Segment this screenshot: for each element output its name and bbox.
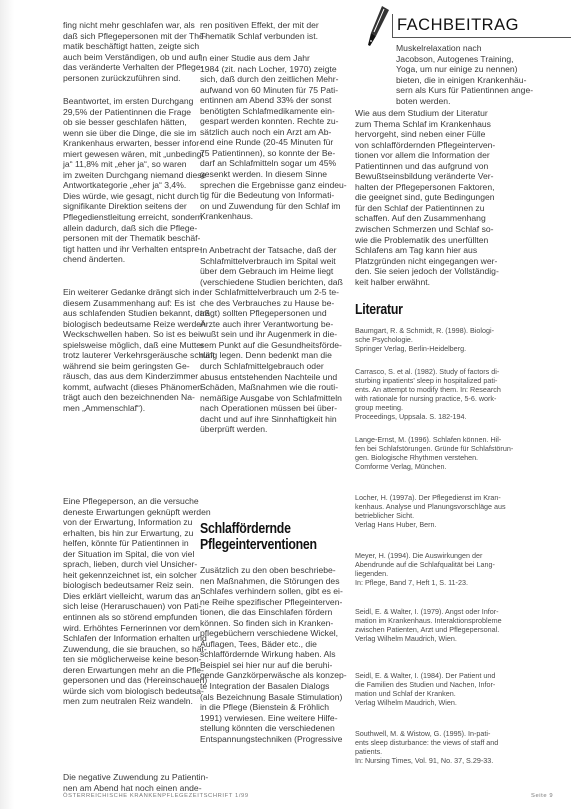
paragraph: Muskelrelaxation nach Jacobson, Autogenes Training, Yoga, um nur einige zu nennen) bieten, die in einigen Krankenhäu- sern als Kurs für Patientinnen ange- boten werden.	[396, 43, 534, 106]
section-label: FACHBEITRAG	[392, 14, 571, 38]
paragraph: In Anbetracht der Tatsache, daß der Schlafmittelverbrauch im Spital weit über dem Gebrauch im Heime liegt (verschiedene Studien berichten, daß der Schlafmittelverbrauch um 2-5 te- che des Verbrauches zu Hause be- trägt) sollten Pflegepersonen und Ärzte auch ihrer Verantwortung be- wußt sein und ihr Augenmerk in die- sem Punkt auf die Gesundheitsförde- rung legen. Denn bedenkt man die durch Schlafmittelgebrauch oder abusus entstehenden Nachteile und Schäden, Maßnahmen wie die routi- nemäßige Ausgabe von Schlafmitteln nach Operationen müssen bei über- dacht und auf ihre Sinnhaftigkeit hin überprüft werden.	[200, 245, 343, 435]
page-gutter-shadow	[0, 0, 14, 809]
paragraph: Die negative Zuwendung zu Patientin- nen am Abend hat noch einen ande-	[63, 772, 209, 793]
reference-item: Locher, H. (1997a). Der Pflegedienst im Kran- kenhaus. Analyse und Planungsvorschläge aus betrieblicher Sicht. Verlag Hans Huber, Bern.	[355, 493, 506, 529]
reference-item: Carrasco, S. et al. (1982). Study of factors di- sturbing inpatients' sleep in hospitalized pati- ents. An attempt to modify them. In: Research with rationale for nursing practice, 5-6. work- group meeting. Proceedings, Uppsala. S. 182-194.	[355, 367, 501, 421]
section-heading: Schlaffördernde Pflegeinterventionen	[200, 521, 317, 553]
reference-item: Baumgart, R. & Schmidt, R. (1998). Biologi- sche Psychologie. Springer Verlag, Berlin-Heidelberg.	[355, 326, 495, 353]
reference-item: Meyer, H. (1994). Die Auswirkungen der Abendrunde auf die Schlafqualität bei Lang- liegenden. In: Pflege, Band 7, Heft 1, S. 11-23.	[355, 551, 495, 587]
paragraph: In einer Studie aus dem Jahr 1984 (zit. nach Locher, 1970) zeigte sich, daß durch den zeitlichen Mehr- aufwand von 60 Minuten für 75 Pati- entinnen am Abend 33% der sonst benötigten Schlafmedikamente ein- gespart werden konnten. Rechte zu- sätzlich auch noch ein Arzt am Ab- end eine Runde (20-45 Minuten für 75 Patientinnen), so konnte der Be- darf an Schlafmitteln sogar um 45% gesenkt werden. In diesem Sinne sprechen die Ergebnisse ganz eindeu- tig für die Bedeutung von Informati- on und Zuwendung für den Schlaf im Krankenhaus.	[200, 53, 347, 222]
reference-item: Southwell, M. & Wistow, G. (1995). In-pati- ents sleep disturbance: the views of staff and patients. In: Nursing Times, Vol. 91, No. 37, S.29-33.	[355, 729, 499, 765]
reference-item: Seidl, E. & Walter, I. (1984). Der Patient und die Familien des Studien und Nachen, Infor- mation und Schlaf der Kranken. Verlag Wilhelm Maudrich, Wien.	[355, 671, 496, 707]
paragraph: Beantwortet, im ersten Durchgang 29,5% der Patientinnen die Frage ob sie besser geschlafen hätten, wenn sie über die Dinge, die sie im Krankenhaus erwarten, besser infor- miert gewesen wären, mit „unbedingt ja“ 11,8% mit „eher ja“, so waren im zweiten Durchgang niemand diese Antwortkategorie „eher ja“ 3,4%. Dies würde, wie gesagt, nicht durch signifikante Direktion seitens der Pflegedienstleitung erreicht, sondern allein dadurch, daß sich die Pflege- personen mit der Thematik beschäf- tigt hatten und ihr Verhalten entspre- chend änderten.	[63, 96, 207, 265]
reference-item: Seidl, E. & Walter, I. (1979). Angst oder Infor- mation im Krankenhaus. Interaktionsprobleme zwischen Patienten, Arzt und Pflegepersonal. Verlag Wilhelm Maudrich, Wien.	[355, 607, 502, 643]
fountain-pen-icon	[362, 6, 390, 48]
paragraph: Zusätzlich zu den oben beschriebe- nen Maßnahmen, die Störungen des Schlafes verhindern sollen, gibt es ei- ne Reihe spezifischer Pflegeinterven- tionen, die das Einschlafen fördern können. So finden sich in Kranken- pflegebüchern verschiedene Wickel, Auflagen, Tees, Bäder etc., die schlaffördernde Wirkung haben. Als Beispiel sei hier nur auf die beruhi- gende Ganzkörperwäsche als konzep- te Integration der Basalen Dialogs (als Bezeichnung Basale Stimulation) in die Pflege (Bienstein & Fröhlich 1991) verwiesen. Eine weitere Hilfe- stellung könnten die verschiedenen Entspannungstechniken (Progressive	[200, 565, 347, 744]
footer-page-number: Seite 9	[531, 793, 554, 799]
footer-publication: ÖSTERREICHISCHE KRANKENPFLEGEZEITSCHRIFT 1/99	[63, 793, 249, 799]
reference-item: Lange-Ernst, M. (1996). Schlafen können. Hil- fen bei Schlafstörungen. Gründe für Schlafstörun- gen. Biologische Rhythmen verstehen. Comforme Verlag, München.	[355, 435, 514, 471]
paragraph: ren positiven Effekt, der mit der Thematik Schlaf verbunden ist.	[200, 20, 319, 41]
paragraph: fing nicht mehr geschlafen war, als daß sich Pflegepersonen mit der The- matik beschäftigt hatten, zeigte sich auch beim Verständigen, ob und auf das veränderte Verhalten der Pflege- personen zurückzuführen sind.	[63, 20, 207, 83]
paragraph: Ein weiterer Gedanke drängt sich in diesem Zusammenhang auf: Es ist aus schlafenden Studien bekannt, daß biologisch bedeutsame Reize werden Weckschwellen haben. So ist es bei- spielsweise möglich, daß eine Mutter trotz lauterer Verkehrsgeräusche schläft während sie beim geringsten Ge- räusch, das aus dem Kinderzimmer kommt, aufwacht (dieses Phänomen trägt auch den bezeichnenden Na- men „Ammenschlaf“).	[63, 287, 215, 414]
references-heading: Literatur	[355, 302, 403, 318]
paragraph: Eine Pflegeperson, an die versuche deneste Erwartungen geknüpft werden von der Erwartung, Information zu erhalten, bis hin zur Erwartung, zu helfen, könnte für Patientinnen in der Situation im Spital, die von viel sprach, lieben, durch viel Unsicher- heit gekennzeichnet ist, ein solcher biologisch bedeutsamer Reiz sein. Dies erklärt vielleicht, warum das an sich leise (Heraruschauen) von Pati- entinnen als so störend empfunden wird. Erhöhtes Fernerinnen vor dem Schlafen der Information erhalten und Zuwendung, die sie brauchen, so hät- ten sie möglicherweise keine beson- deren Erwartungen mehr an die Pfle- gepersonen und das (Hereinschauen) würde sich vom biologisch bedeutsa- men zum neutralen Reiz wandeln.	[63, 496, 211, 707]
paragraph: Wie aus dem Studium der Literatur zum Thema Schlaf im Krankenhaus hervorgeht, sind neben einer Fülle von schlaffördernden Pflegeinterven- tionen vor allem die Information der Patientinnen und das aufgrund von Bewußtseinsbildung veränderte Ver- halten der Pflegepersonen Faktoren, die geeignet sind, gute Bedingungen für den Schlaf der Patientinnen zu schaffen. Auf den Zusammenhang zwischen Schmerzen und Schlaf so- wie die Problematik des unerfüllten Schlafens am Tag kann hier aus Platzgründen nicht eingegangen wer- den. Sie seien jedoch der Vollständig- keit halber erwähnt.	[355, 108, 499, 287]
section-header	[362, 8, 571, 38]
